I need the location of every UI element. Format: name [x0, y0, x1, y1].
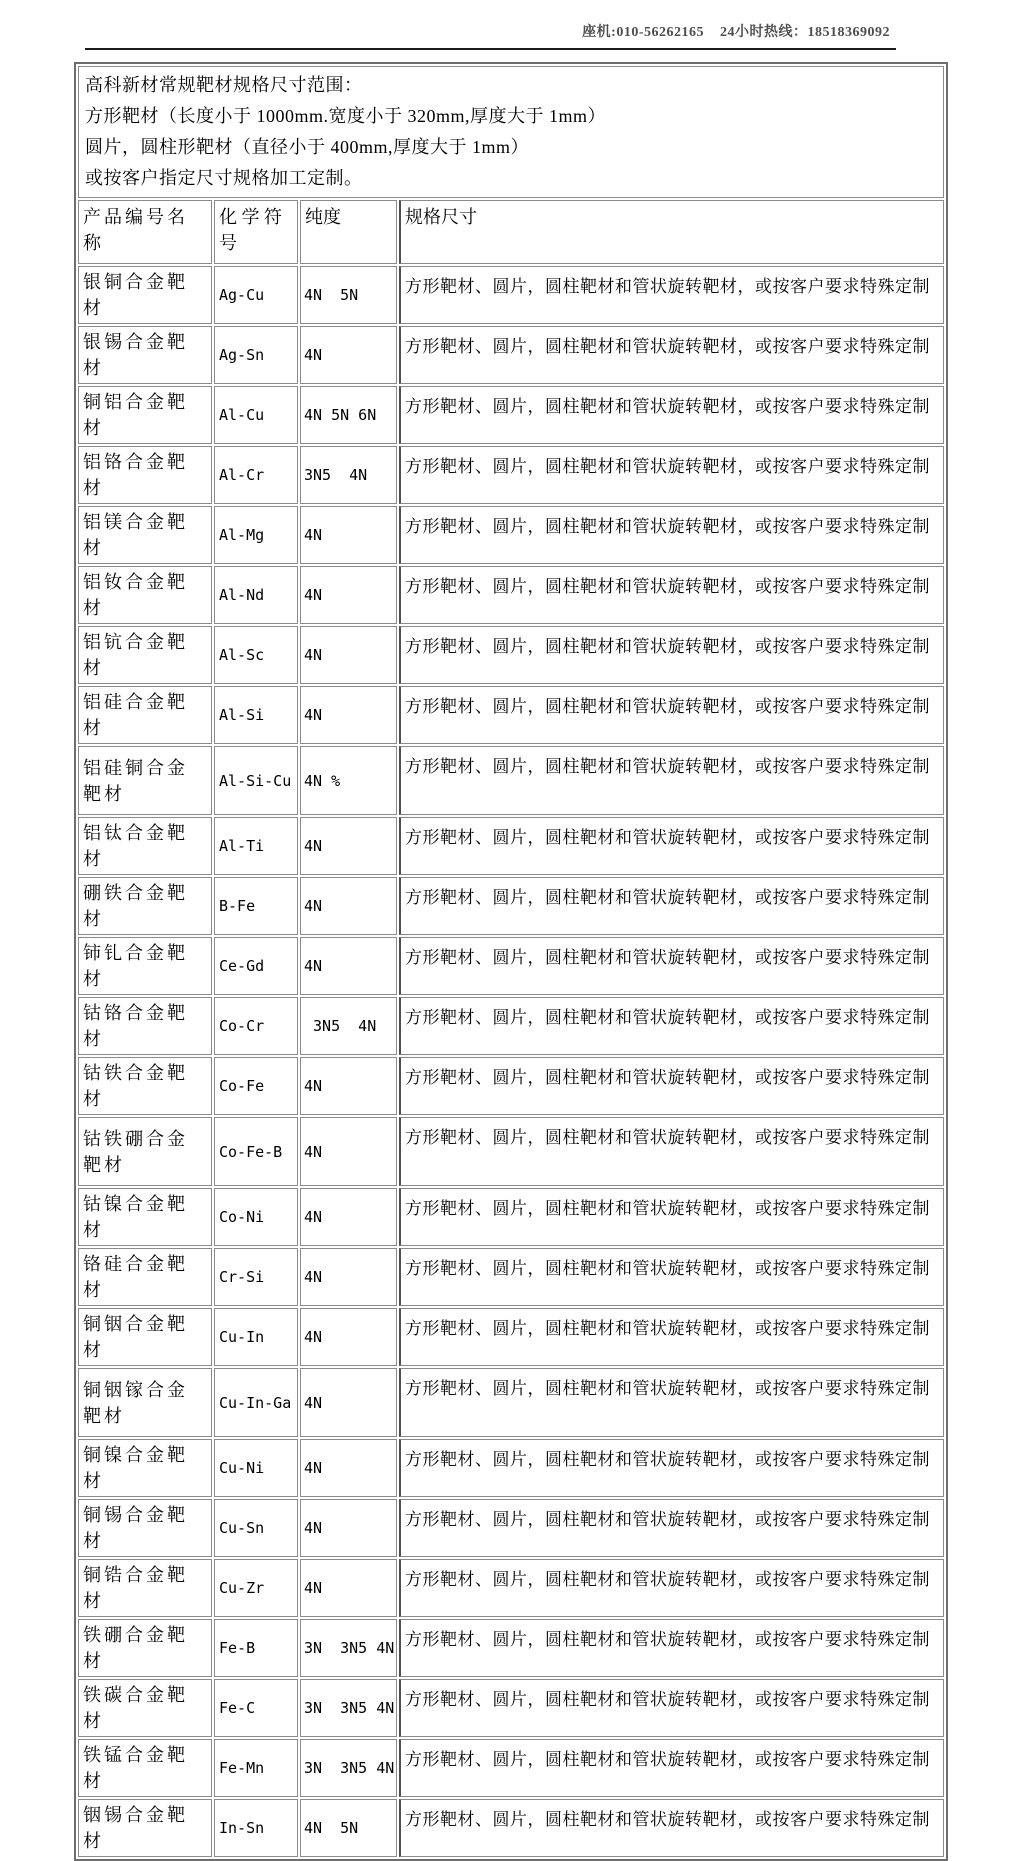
product-name-cell: 铜铟合金靶材 [78, 1308, 212, 1366]
spec-cell: 方形靶材、圆片，圆柱靶材和管状旋转靶材，或按客户要求特殊定制 [399, 1739, 944, 1797]
chemical-symbol-cell: Fe-C [214, 1679, 298, 1737]
table-row [78, 446, 944, 504]
purity-cell: 3N 3N5 4N [300, 1679, 397, 1737]
table-row [78, 1368, 944, 1437]
chemical-symbol-cell: Cr-Si [214, 1248, 298, 1306]
table-row [78, 686, 944, 744]
product-name-cell: 铁碳合金靶材 [78, 1679, 212, 1737]
spec-cell: 方形靶材、圆片，圆柱靶材和管状旋转靶材，或按客户要求特殊定制 [399, 1679, 944, 1737]
chemical-symbol-cell: Cu-Ni [214, 1439, 298, 1497]
spec-cell: 方形靶材、圆片，圆柱靶材和管状旋转靶材，或按客户要求特殊定制 [399, 817, 944, 875]
spec-cell: 方形靶材、圆片，圆柱靶材和管状旋转靶材，或按客户要求特殊定制 [399, 626, 944, 684]
table-row [78, 937, 944, 995]
spec-cell: 方形靶材、圆片，圆柱靶材和管状旋转靶材，或按客户要求特殊定制 [399, 1499, 944, 1557]
purity-cell: 3N 3N5 4N [300, 1739, 397, 1797]
chemical-symbol-cell: Cu-Zr [214, 1559, 298, 1617]
intro-line: 圆片，圆柱形靶材（直径小于 400mm,厚度大于 1mm） [85, 137, 530, 157]
col-header-product-name: 产品编号名称 [78, 200, 212, 264]
product-name-cell: 铜铝合金靶材 [78, 386, 212, 444]
product-name-cell: 铝铬合金靶材 [78, 446, 212, 504]
product-name-cell: 铝镁合金靶材 [78, 506, 212, 564]
chemical-symbol-cell: Ag-Sn [214, 326, 298, 384]
purity-cell: 4N [300, 1499, 397, 1557]
table-row [78, 1559, 944, 1617]
table-row [78, 746, 944, 815]
chemical-symbol-cell: Co-Fe [214, 1057, 298, 1115]
purity-cell: 3N 3N5 4N [300, 1619, 397, 1677]
product-name-cell: 钴铁合金靶材 [78, 1057, 212, 1115]
chemical-symbol-cell: B-Fe [214, 877, 298, 935]
product-name-cell: 钴铬合金靶材 [78, 997, 212, 1055]
purity-cell: 4N [300, 1559, 397, 1617]
spec-cell: 方形靶材、圆片，圆柱靶材和管状旋转靶材，或按客户要求特殊定制 [399, 877, 944, 935]
table-row [78, 1439, 944, 1497]
chemical-symbol-cell: Fe-B [214, 1619, 298, 1677]
product-name-cell: 铝硅合金靶材 [78, 686, 212, 744]
product-name-cell: 铬硅合金靶材 [78, 1248, 212, 1306]
product-name-cell: 硼铁合金靶材 [78, 877, 212, 935]
purity-cell: 4N [300, 626, 397, 684]
col-header-spec: 规格尺寸 [399, 200, 944, 264]
chemical-symbol-cell: Al-Si-Cu [214, 746, 298, 815]
purity-cell: 4N [300, 877, 397, 935]
purity-cell: 4N [300, 1368, 397, 1437]
table-row [78, 1117, 944, 1186]
table-row [78, 326, 944, 384]
header-row [78, 200, 944, 264]
table-row [78, 877, 944, 935]
table-row [78, 1499, 944, 1557]
intro-line: 或按客户指定尺寸规格加工定制。 [85, 168, 363, 188]
table-row [78, 1739, 944, 1797]
purity-cell: 4N [300, 326, 397, 384]
chemical-symbol-cell: Al-Ti [214, 817, 298, 875]
product-name-cell: 铟锡合金靶材 [78, 1799, 212, 1857]
spec-cell: 方形靶材、圆片，圆柱靶材和管状旋转靶材，或按客户要求特殊定制 [399, 746, 944, 815]
spec-cell: 方形靶材、圆片，圆柱靶材和管状旋转靶材，或按客户要求特殊定制 [399, 326, 944, 384]
chemical-symbol-cell: In-Sn [214, 1799, 298, 1857]
chemical-symbol-cell: Fe-Mn [214, 1739, 298, 1797]
purity-cell: 4N [300, 506, 397, 564]
spec-cell: 方形靶材、圆片，圆柱靶材和管状旋转靶材，或按客户要求特殊定制 [399, 1248, 944, 1306]
chemical-symbol-cell: Al-Si [214, 686, 298, 744]
product-name-cell: 铁硼合金靶材 [78, 1619, 212, 1677]
product-name-cell: 铁锰合金靶材 [78, 1739, 212, 1797]
col-header-chemical-symbol: 化 学 符号 [214, 200, 298, 264]
table-row [78, 1308, 944, 1366]
product-name-cell: 铈钆合金靶材 [78, 937, 212, 995]
chemical-symbol-cell: Cu-In-Ga [214, 1368, 298, 1437]
chemical-symbol-cell: Co-Ni [214, 1188, 298, 1246]
chemical-symbol-cell: Al-Nd [214, 566, 298, 624]
spec-cell: 方形靶材、圆片，圆柱靶材和管状旋转靶材，或按客户要求特殊定制 [399, 566, 944, 624]
table-row [78, 1188, 944, 1246]
intro-line: 方形靶材（长度小于 1000mm.宽度小于 320mm,厚度大于 1mm） [85, 106, 607, 126]
purity-cell: 4N [300, 1188, 397, 1246]
spec-cell: 方形靶材、圆片，圆柱靶材和管状旋转靶材，或按客户要求特殊定制 [399, 937, 944, 995]
product-name-cell: 钴铁硼合金靶材 [78, 1117, 212, 1186]
table-row [78, 1799, 944, 1857]
product-name-cell: 铝钕合金靶材 [78, 566, 212, 624]
chemical-symbol-cell: Al-Cu [214, 386, 298, 444]
chemical-symbol-cell: Cu-In [214, 1308, 298, 1366]
purity-cell: 4N 5N 6N [300, 386, 397, 444]
product-name-cell: 银铜合金靶材 [78, 266, 212, 324]
intro-cell [78, 66, 944, 198]
purity-cell: 4N [300, 937, 397, 995]
intro-line: 高科新材常规靶材规格尺寸范围： [85, 75, 363, 95]
products-table [74, 62, 948, 1861]
purity-cell: 4N 5N [300, 1799, 397, 1857]
purity-cell: 4N [300, 817, 397, 875]
spec-cell: 方形靶材、圆片，圆柱靶材和管状旋转靶材，或按客户要求特殊定制 [399, 1799, 944, 1857]
spec-cell: 方形靶材、圆片，圆柱靶材和管状旋转靶材，或按客户要求特殊定制 [399, 1559, 944, 1617]
purity-cell: 4N 5N [300, 266, 397, 324]
table-row [78, 1619, 944, 1677]
purity-cell: 3N5 4N [300, 997, 397, 1055]
spec-cell: 方形靶材、圆片，圆柱靶材和管状旋转靶材，或按客户要求特殊定制 [399, 506, 944, 564]
product-name-cell: 铜锡合金靶材 [78, 1499, 212, 1557]
header-divider [85, 48, 896, 50]
product-name-cell: 钴镍合金靶材 [78, 1188, 212, 1246]
spec-cell: 方形靶材、圆片，圆柱靶材和管状旋转靶材，或按客户要求特殊定制 [399, 1308, 944, 1366]
purity-cell: 3N5 4N [300, 446, 397, 504]
table-row [78, 997, 944, 1055]
intro-row [78, 66, 944, 198]
product-name-cell: 铝钛合金靶材 [78, 817, 212, 875]
table-row [78, 626, 944, 684]
chemical-symbol-cell: Co-Fe-B [214, 1117, 298, 1186]
spec-cell: 方形靶材、圆片，圆柱靶材和管状旋转靶材，或按客户要求特殊定制 [399, 386, 944, 444]
phone-contact-line: 座机:010-56262165 24小时热线：18518369092 [582, 25, 890, 40]
purity-cell: 4N [300, 566, 397, 624]
col-header-purity: 纯度 [300, 200, 397, 264]
purity-cell: 4N [300, 1057, 397, 1115]
purity-cell: 4N % [300, 746, 397, 815]
product-name-cell: 铜镍合金靶材 [78, 1439, 212, 1497]
spec-cell: 方形靶材、圆片，圆柱靶材和管状旋转靶材，或按客户要求特殊定制 [399, 997, 944, 1055]
chemical-symbol-cell: Co-Cr [214, 997, 298, 1055]
table-row [78, 1248, 944, 1306]
product-name-cell: 铝钪合金靶材 [78, 626, 212, 684]
spec-cell: 方形靶材、圆片，圆柱靶材和管状旋转靶材，或按客户要求特殊定制 [399, 266, 944, 324]
chemical-symbol-cell: Ag-Cu [214, 266, 298, 324]
table-row [78, 1679, 944, 1737]
product-name-cell: 银锡合金靶材 [78, 326, 212, 384]
table-row [78, 817, 944, 875]
purity-cell: 4N [300, 1117, 397, 1186]
purity-cell: 4N [300, 1439, 397, 1497]
purity-cell: 4N [300, 1248, 397, 1306]
purity-cell: 4N [300, 1308, 397, 1366]
spec-cell: 方形靶材、圆片，圆柱靶材和管状旋转靶材，或按客户要求特殊定制 [399, 1619, 944, 1677]
spec-cell: 方形靶材、圆片，圆柱靶材和管状旋转靶材，或按客户要求特殊定制 [399, 1117, 944, 1186]
product-name-cell: 铝硅铜合金靶材 [78, 746, 212, 815]
chemical-symbol-cell: Cu-Sn [214, 1499, 298, 1557]
spec-cell: 方形靶材、圆片，圆柱靶材和管状旋转靶材，或按客户要求特殊定制 [399, 1368, 944, 1437]
table-row [78, 386, 944, 444]
purity-cell: 4N [300, 686, 397, 744]
table-row [78, 566, 944, 624]
spec-cell: 方形靶材、圆片，圆柱靶材和管状旋转靶材，或按客户要求特殊定制 [399, 686, 944, 744]
spec-cell: 方形靶材、圆片，圆柱靶材和管状旋转靶材，或按客户要求特殊定制 [399, 446, 944, 504]
spec-cell: 方形靶材、圆片，圆柱靶材和管状旋转靶材，或按客户要求特殊定制 [399, 1188, 944, 1246]
chemical-symbol-cell: Al-Cr [214, 446, 298, 504]
spec-cell: 方形靶材、圆片，圆柱靶材和管状旋转靶材，或按客户要求特殊定制 [399, 1057, 944, 1115]
product-name-cell: 铜铟镓合金靶材 [78, 1368, 212, 1437]
table-row [78, 1057, 944, 1115]
table-row [78, 266, 944, 324]
spec-cell: 方形靶材、圆片，圆柱靶材和管状旋转靶材，或按客户要求特殊定制 [399, 1439, 944, 1497]
chemical-symbol-cell: Al-Sc [214, 626, 298, 684]
chemical-symbol-cell: Ce-Gd [214, 937, 298, 995]
table-row [78, 506, 944, 564]
chemical-symbol-cell: Al-Mg [214, 506, 298, 564]
product-name-cell: 铜锆合金靶材 [78, 1559, 212, 1617]
